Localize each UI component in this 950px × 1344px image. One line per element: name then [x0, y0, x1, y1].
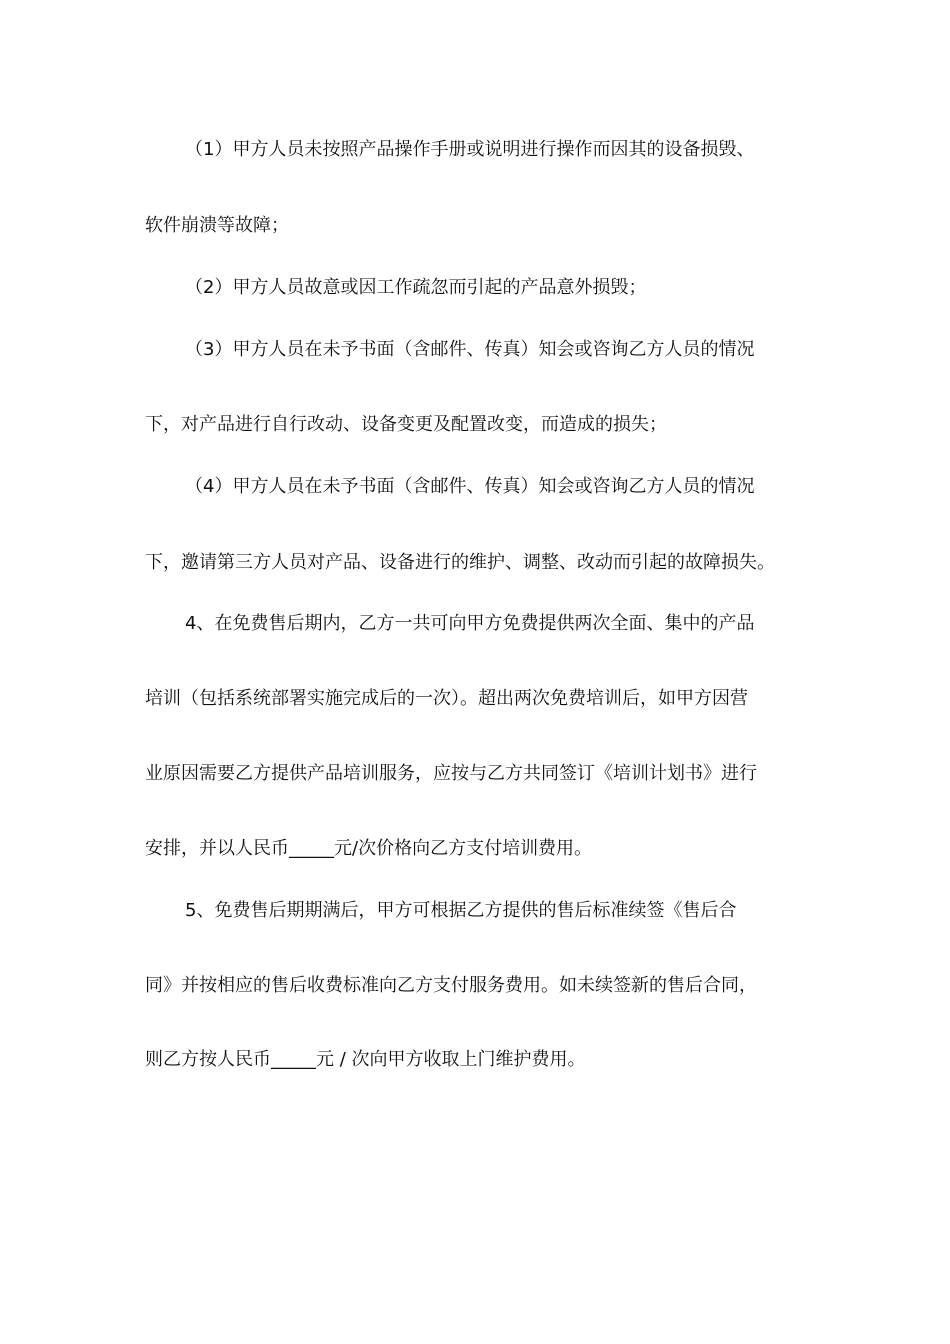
clause-4-line-1: （4）甲方人员在未予书面（含邮件、传真）知会或咨询乙方人员的情况 — [185, 476, 755, 497]
clause-1-line-1: （1）甲方人员未按照产品操作手册或说明进行操作而因其的设备损毁、 — [185, 139, 755, 160]
clause-1-line-2: 软件崩溃等故障； — [145, 215, 289, 236]
item-5-line-2: 同》并按相应的售后收费标准向乙方支付服务费用。如未续签新的售后合同， — [145, 975, 757, 996]
item-4-line-3: 业原因需要乙方提供产品培训服务，应按与乙方共同签订《培训计划书》进行 — [145, 763, 757, 784]
item-5-line-1: 5、免费售后期期满后，甲方可根据乙方提供的售后标准续签《售后合 — [185, 900, 737, 921]
clause-3-line-1: （3）甲方人员在未予书面（含邮件、传真）知会或咨询乙方人员的情况 — [185, 339, 755, 360]
clause-4-line-2: 下，邀请第三方人员对产品、设备进行的维护、调整、改动而引起的故障损失。 — [145, 552, 775, 573]
clause-2-line-1: （2）甲方人员故意或因工作疏忽而引起的产品意外损毁； — [185, 277, 647, 298]
clause-3-line-2: 下，对产品进行自行改动、设备变更及配置改变，而造成的损失； — [145, 414, 667, 435]
item-4-line-4: 安排，并以人民币_____元/次价格向乙方支付培训费用。 — [145, 838, 593, 859]
item-4-line-2: 培训（包括系统部署实施完成后的一次）。超出两次免费培训后，如甲方因营 — [145, 688, 748, 709]
item-5-line-3: 则乙方按人民币_____元 / 次向甲方收取上门维护费用。 — [145, 1049, 586, 1070]
item-4-line-1: 4、在免费售后期内，乙方一共可向甲方免费提供两次全面、集中的产品 — [185, 613, 755, 634]
